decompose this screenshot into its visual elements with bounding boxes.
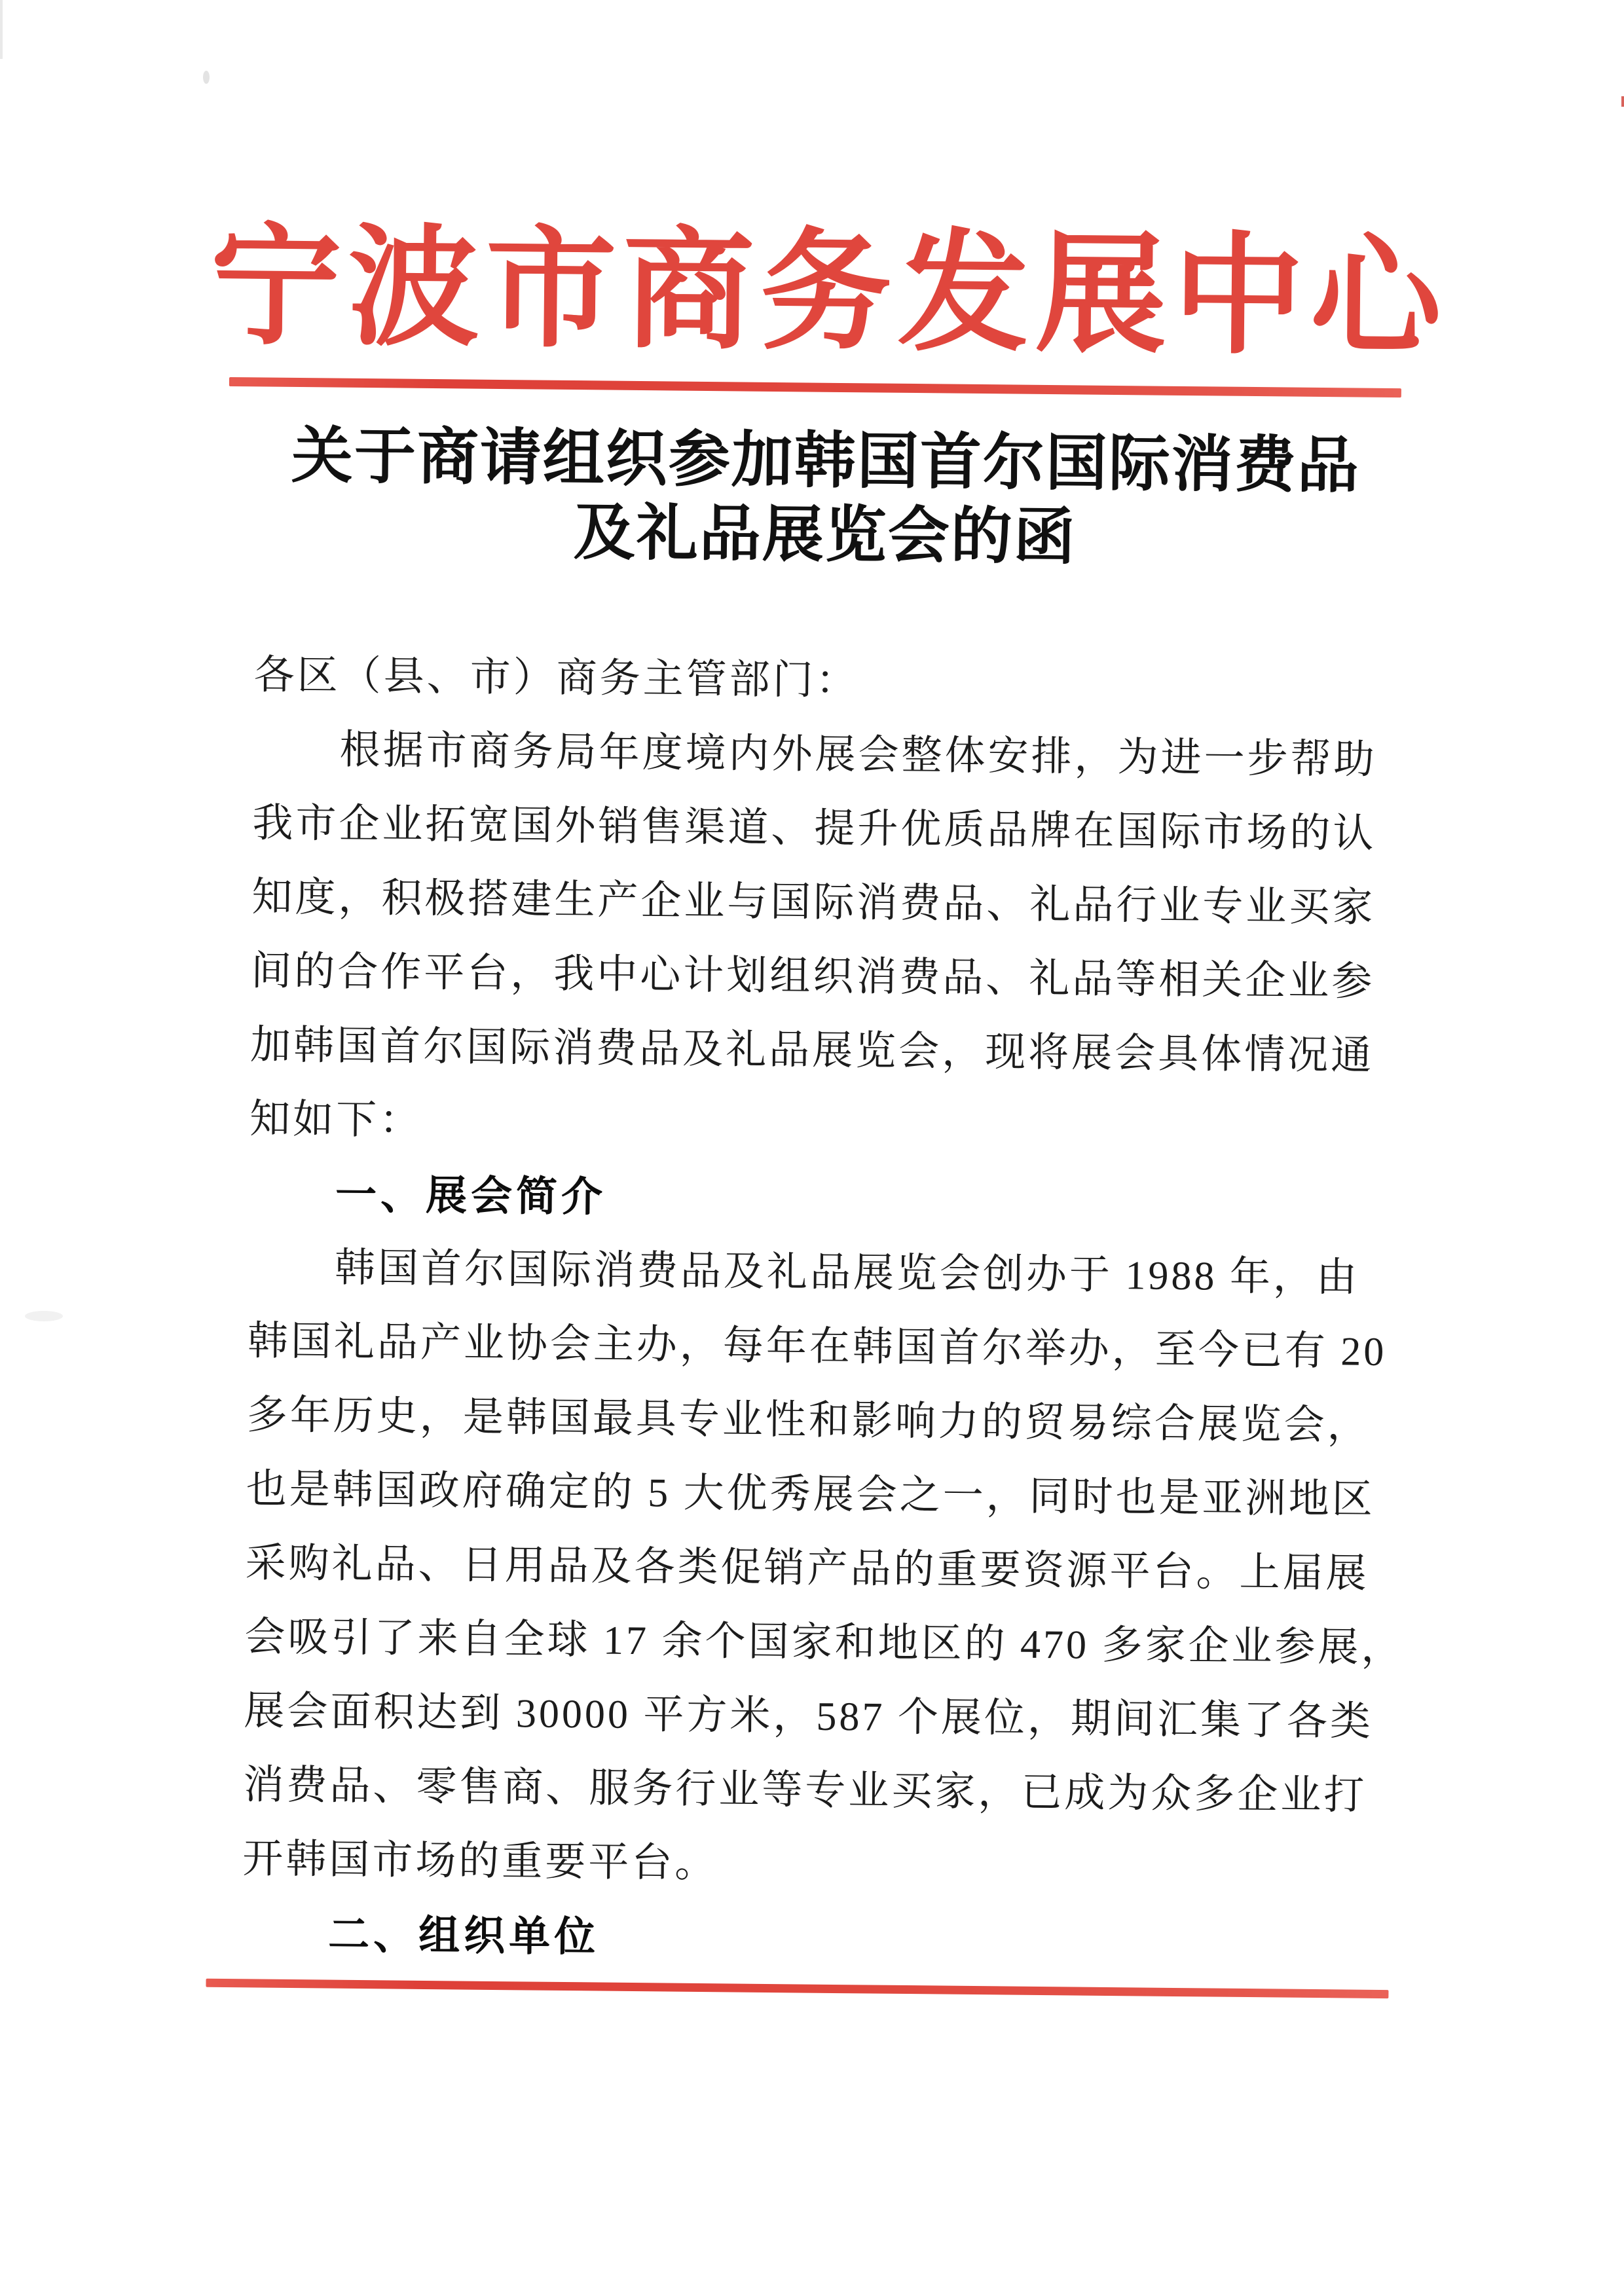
body-line: 韩国首尔国际消费品及礼品展览会创办于 1988 年，由 <box>334 1245 1360 1300</box>
body-line: 采购礼品、日用品及各类促销产品的重要资源平台。上届展 <box>245 1541 1369 1596</box>
document-title-line2: 及礼品展览会的函 <box>573 499 1077 572</box>
body-line: 会吸引了来自全球 17 余个国家和地区的 470 多家企业参展， <box>244 1615 1405 1671</box>
body-line: 间的合作平台，我中心计划组织消费品、礼品等相关企业参 <box>251 949 1375 1004</box>
footer-divider-line <box>206 1979 1388 1998</box>
body-line: 消费品、零售商、服务行业等专业买家，已成为众多企业打 <box>243 1763 1367 1818</box>
body-line: 各区（县、市）商务主管部门： <box>253 653 859 704</box>
section-heading: 一、展会简介 <box>335 1170 607 1221</box>
body-line: 韩国礼品产业协会主办，每年在韩国首尔举办，至今已有 20 <box>247 1319 1387 1375</box>
body-line: 知度，积极搭建生产企业与国际消费品、礼品行业专业买家 <box>251 875 1376 930</box>
document-title-line1: 关于商请组织参加韩国首尔国际消费品 <box>291 422 1361 501</box>
body-line: 多年历史，是韩国最具专业性和影响力的贸易综合展览会， <box>246 1393 1371 1448</box>
body-line: 开韩国市场的重要平台。 <box>242 1837 718 1886</box>
body-line: 知如下： <box>249 1097 423 1143</box>
scan-artifact <box>0 0 3 59</box>
body-line: 也是韩国政府确定的 5 大优秀展会之一，同时也是亚洲地区 <box>246 1467 1375 1522</box>
body-line: 根据市商务局年度境内外展会整体安排，为进一步帮助 <box>339 727 1377 782</box>
letterhead-org-name: 宁波市商务发展中心 <box>210 215 1449 372</box>
letterhead-divider-line <box>229 377 1401 397</box>
document-title <box>12 417 1624 581</box>
body-line: 展会面积达到 30000 平方米，587 个展位，期间汇集了各类 <box>244 1689 1374 1744</box>
section-heading: 二、组织单位 <box>327 1910 600 1961</box>
body-line: 我市企业拓宽国外销售渠道、提升优质品牌在国际市场的认 <box>252 801 1376 856</box>
document-body <box>242 638 1405 1981</box>
body-line: 加韩国首尔国际消费品及礼品展览会，现将展会具体情况通 <box>249 1023 1375 1078</box>
